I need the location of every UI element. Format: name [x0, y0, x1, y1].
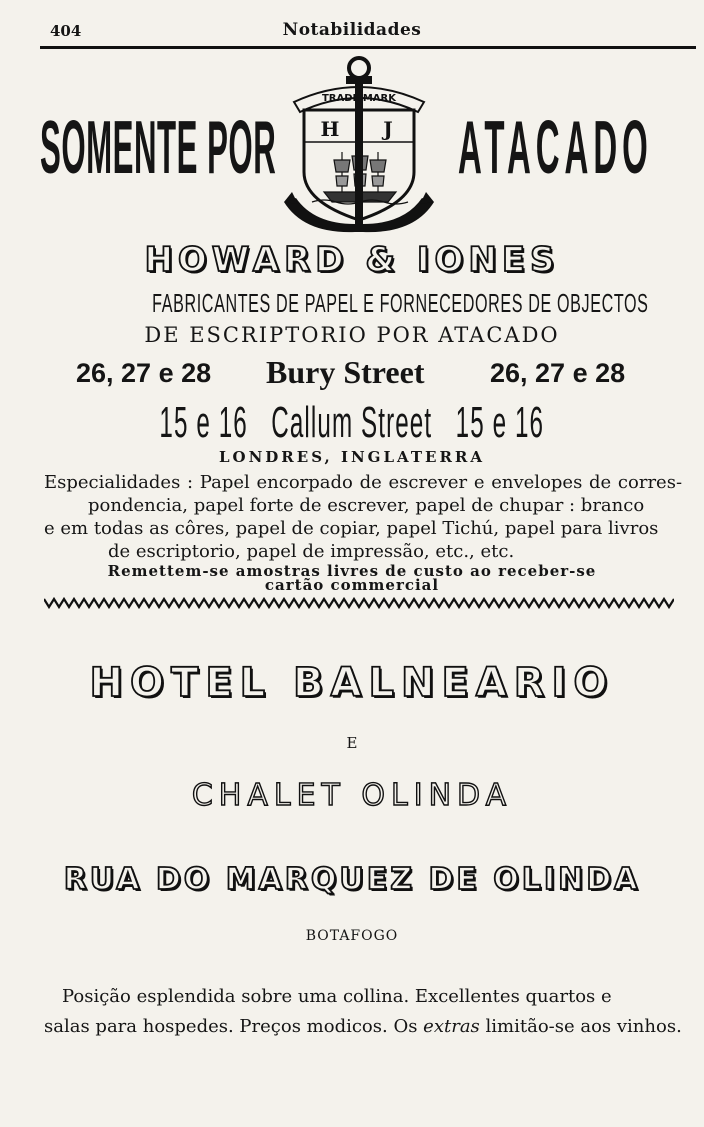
- logo-banner-text: TRADE MARK: [321, 93, 397, 104]
- hotel-description-line-1: Posição esplendida sobre uma collina. Excellentes quartos e: [62, 986, 612, 1007]
- zigzag-divider: [44, 596, 674, 610]
- header-rule: [40, 46, 696, 49]
- company-name: HOWARD & IONES: [144, 240, 560, 280]
- city-country: LONDRES, INGLATERRA: [218, 448, 486, 466]
- callum-street-address: [0, 398, 704, 448]
- running-head: Notabilidades: [282, 20, 422, 40]
- specialities-line-3: e em todas as côres, papel de copiar, papel Tichú, papel para livros: [44, 518, 659, 539]
- headline-left: SOMENTE POR: [40, 105, 277, 189]
- logo-initial-right: J: [383, 117, 393, 141]
- bury-street-numbers-left: 26, 27 e 28: [76, 358, 212, 388]
- trademark-logo: [284, 52, 434, 242]
- tagline-manufacturers-text: FABRICANTES DE PAPEL E FORNECEDORES DE OBJECTOS: [152, 288, 649, 318]
- headline-right: ATACADO: [458, 105, 653, 189]
- samples-notice-line-2: cartão commercial: [264, 576, 440, 594]
- hotel-description-line-2-post: limitão-se aos vinhos.: [479, 1016, 682, 1037]
- conjunction: E: [346, 734, 358, 752]
- specialities-line-2: pondencia, papel forte de escrever, papel de chupar : branco: [88, 495, 645, 516]
- bury-street-numbers-right: 26, 27 e 28: [490, 358, 626, 388]
- hotel-description-line-2: [44, 1016, 682, 1037]
- anchor-ship-shield-icon: [284, 58, 434, 232]
- logo-initial-left: H: [320, 117, 340, 141]
- tagline-office-supplies: DE ESCRIPTORIO POR ATACADO: [144, 323, 560, 347]
- hotel-street: RUA DO MARQUEZ DE OLINDA: [63, 862, 641, 897]
- tagline-manufacturers: [0, 288, 704, 319]
- hotel-description-extras: extras: [423, 1016, 480, 1037]
- specialities-line-1: Especialidades : Papel encorpado de escrever e envelopes de corres-: [44, 472, 683, 493]
- samples-notice-line-1: Remettem-se amostras livres de custo ao receber-se: [107, 562, 597, 580]
- page-number: 404: [50, 22, 82, 40]
- bury-street-name: Bury Street: [266, 354, 425, 390]
- hotel-name: HOTEL BALNEARIO: [89, 660, 615, 706]
- chalet-name: CHALET OLINDA: [191, 778, 513, 813]
- hotel-district: BOTAFOGO: [305, 928, 399, 944]
- hotel-description-line-2-pre: salas para hospedes. Preços modicos. Os: [44, 1016, 424, 1037]
- specialities-line-4: de escriptorio, papel de impressão, etc., etc.: [108, 541, 515, 562]
- callum-street-text: 15 e 16 Callum Street 15 e 16: [159, 398, 545, 447]
